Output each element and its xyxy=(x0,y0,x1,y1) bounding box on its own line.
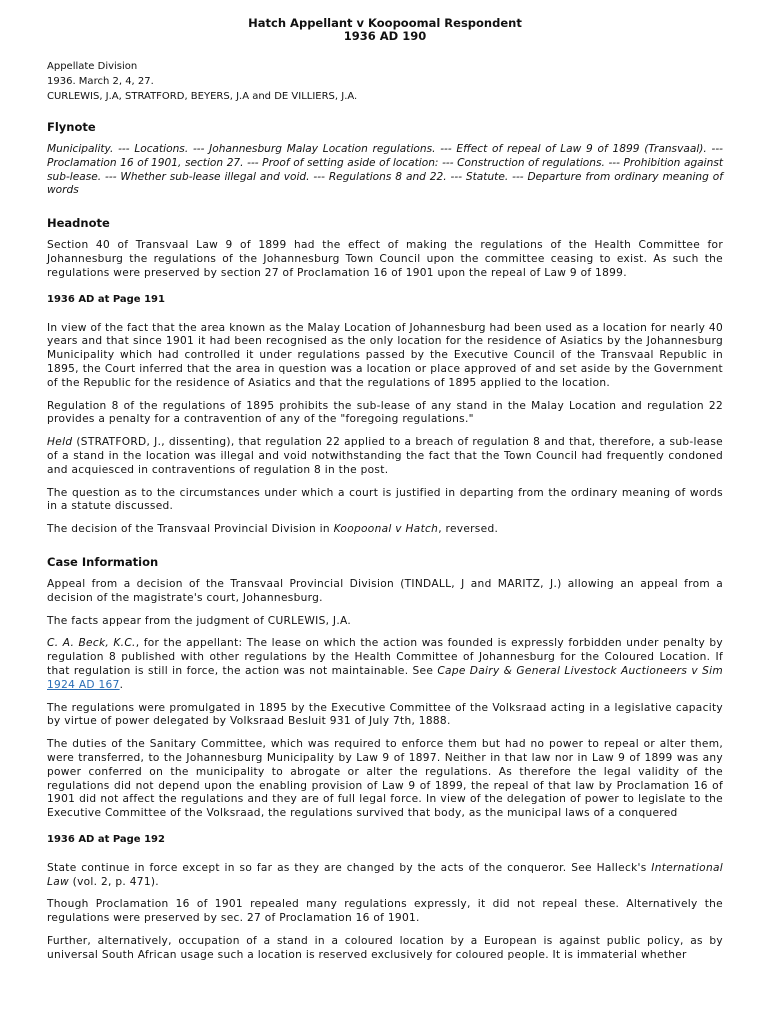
headnote-paragraph xyxy=(47,523,723,537)
page-marker: 1936 AD at Page 192 xyxy=(47,833,165,845)
case-information-heading: Case Information xyxy=(47,554,159,569)
held-text: (STRATFORD, J., dissenting), that regulation 22 applied to a breach of regulation 8 and that, therefore, a sub-lease of a stand in the location was illegal and void notwithstanding the fact that the Town Council had frequently condoned and acquiesced in contraventions of regulation 8 in the post. xyxy=(47,436,723,476)
citation-link[interactable]: 1924 AD 167 xyxy=(47,678,120,691)
held-label: Held xyxy=(47,436,73,449)
case-title: Hatch Appellant v Koopoomal Respondent xyxy=(248,16,522,30)
headnote-paragraph: The question as to the circumstances under which a court is justified in departing from the ordinary meaning of words in a statute discussed. xyxy=(47,486,723,513)
case-info-paragraph xyxy=(47,862,723,890)
headnote-paragraph xyxy=(47,436,723,477)
document-title xyxy=(47,17,723,43)
case-info-paragraph: Though Proclamation 16 of 1901 repealed many regulations expressly, it did not repeal these. Alternatively the regulations were preserved by sec. 27 of Proclamation 16 of 1901. xyxy=(47,898,723,925)
sentence-end: . xyxy=(119,678,124,691)
decision-text-end: , reversed. xyxy=(438,523,499,536)
headnote-paragraph: Regulation 8 of the regulations of 1895 prohibits the sub-lease of any stand in the Malay Location and regulation 22 provides a penalty for a contravention of any of the "foregoing regulations." xyxy=(47,399,723,426)
headnote-heading: Headnote xyxy=(47,216,110,231)
document-page xyxy=(47,17,723,963)
headnote-paragraph: In view of the fact that the area known as the Malay Location of Johannesburg had been used as a location for nearly 40 years and that since 1901 it had been recognised as the only location for the residence of Asiatics by the Johannesburg Municipality which had controlled it under regulations passed by the Executive Council of the Transvaal Republic in 1895, the Court inferred that the area in question was a location or place approved of and set aside by the Government of the Republic for the residence of Asiatics and that the regulations of 1895 applied to the location. xyxy=(47,321,723,389)
cited-case-name: Cape Dairy & General Livestock Auctioneers v Sim xyxy=(437,664,723,677)
argument-text: State continue in force except in so far as they are changed by the acts of the conqueror. See Halleck's xyxy=(47,861,652,874)
judges: CURLEWIS, J.A, STRATFORD, BEYERS, J.A and DE VILLIERS, J.A. xyxy=(47,91,358,102)
case-info-paragraph: Appeal from a decision of the Transvaal Provincial Division (TINDALL, J and MARITZ, J.) allowing an appeal from a decision of the magistrate's court, Johannesburg. xyxy=(47,577,723,604)
hearing-dates: 1936. March 2, 4, 27. xyxy=(47,76,154,87)
case-info-paragraph xyxy=(47,637,723,692)
court-name: Appellate Division xyxy=(47,61,138,72)
counsel-argument: , for the appellant: The lease on which the action was founded is expressly forbidden under penalty by regulation 8 published with other regulations by the Health Committee of Johannesburg for the Coloured Location. If that regulation is still in force, the action was not maintainable. See xyxy=(47,637,723,677)
page-marker: 1936 AD at Page 191 xyxy=(47,293,165,305)
decision-text: The decision of the Transvaal Provincial Division in xyxy=(47,523,334,536)
headnote-paragraph: Section 40 of Transvaal Law 9 of 1899 had the effect of making the regulations of the Health Committee for Johannesburg the regulations of the Johannesburg Town Council upon the committee ceasing to exist. As such the regulations were preserved by section 27 of Proclamation 16 of 1901 upon the repeal of Law 9 of 1899. xyxy=(47,239,723,279)
case-meta xyxy=(47,59,723,104)
cited-work: International Law xyxy=(47,861,723,888)
case-info-paragraph: The regulations were promulgated in 1895 by the Executive Committee of the Volksraad acting in a legislative capacity by virtue of power delegated by Volksraad Besluit 931 of July 7th, 1888. xyxy=(47,701,723,728)
flynote-heading: Flynote xyxy=(47,120,96,134)
case-citation: 1936 AD 190 xyxy=(343,29,427,43)
counsel-name: C. A. Beck, K.C. xyxy=(47,637,136,650)
argument-text-end: (vol. 2, p. 471). xyxy=(68,875,159,888)
case-info-paragraph: The facts appear from the judgment of CURLEWIS, J.A. xyxy=(47,614,352,627)
case-info-paragraph: Further, alternatively, occupation of a stand in a coloured location by a European is against public policy, as by universal South African usage such a location is reserved exclusively for coloured people. It is immaterial whether xyxy=(47,935,723,961)
flynote-text: Municipality. --- Locations. --- Johannesburg Malay Location regulations. --- Effect of repeal of Law 9 of 1899 (Transvaal). --- Proclamation 16 of 1901, section 27. --- Proof of setting aside of location: --- Construction of regulations. --- Prohibition against sub-lease. --- Whether sub-lease illegal and void. --- Regulations 8 and 22. --- Statute. --- Departure from ordinary meaning of words xyxy=(47,143,723,197)
case-info-paragraph: The duties of the Sanitary Committee, which was required to enforce them but had no power to repeal or alter them, were transferred, to the Johannesburg Municipality by Law 9 of 1897. Neither in that law nor in Law 9 of 1899 was any power conferred on the municipality to abrogate or alter the regulations. As therefore the legal validity of the regulations did not depend upon the enabling provision of Law 9 of 1899, the repeal of that law by Proclamation 16 of 1901 did not affect the regulations and they are of full legal force. In view of the delegation of power to legislate to the Executive Committee of the Volksraad, the regulations survived that body, as the municipal laws of a conquered xyxy=(47,738,723,820)
case-name: Koopoonal v Hatch xyxy=(333,523,439,536)
